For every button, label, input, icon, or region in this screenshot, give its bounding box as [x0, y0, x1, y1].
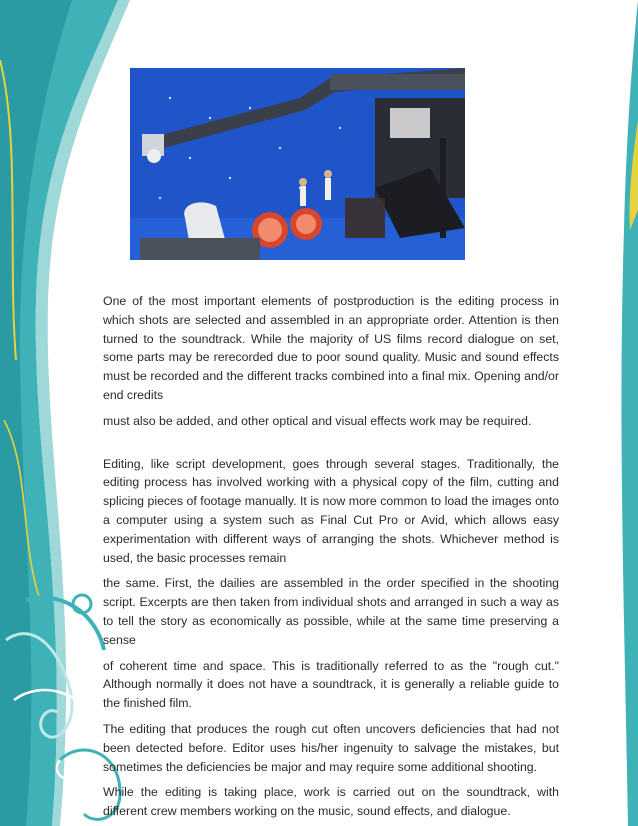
- paragraph-rough-cut: of coherent time and space. This is traditionally referred to as the "rough cut." Although normally it does not have a soundtrack, it is generally a reliable guide to the finished film.: [103, 658, 559, 711]
- paragraph-editing-stages: Editing, like script development, goes through several stages. Traditionally, the editing process has involved working with a physical copy of the film, cutting and splicing pieces of footage manually. It is now more common to load the images onto a computer using a system such as Final Cut Pro or Avid, which allows easy experimentation with different ways of arranging the shots. Whichever method is used, the basic processes remain: [103, 456, 559, 565]
- paragraph-dailies: the same. First, the dailies are assembled in the order specified in the shooting script. Excerpts are then taken from individual shots and arranged in such a way as to tell the story as economically as possible, while at the same time preserving a sense: [103, 576, 559, 647]
- right-decorative-stripe: [614, 0, 638, 826]
- paragraph-soundtrack: While the editing is taking place, work is carried out on the soundtrack, with different crew members working on the music, sound effects, and dialogue.: [103, 785, 559, 819]
- body-text: [103, 292, 559, 821]
- paragraph-postproduction-intro: One of the most important elements of postproduction is the editing process in which shots are selected and assembled in an appropriate order. Attention is then turned to the soundtrack. While the majority of US films record dialogue on set, some parts may be rerecorded due to poor sound quality. Music and sound effects must be recorded and the different tracks combined into a final mix. Opening and/or end credits: [103, 294, 559, 402]
- film-studio-photo: [130, 68, 465, 260]
- studio-photo-image: [130, 68, 465, 260]
- paragraph-optical-effects: must also be added, and other optical and visual effects work may be required.: [103, 413, 532, 428]
- paragraph-deficiencies: The editing that produces the rough cut often uncovers deficiencies that had not been detected before. Editor uses his/her ingenuity to salvage the mistakes, but sometimes the deficiencies be major and may require some additional shooting.: [103, 721, 559, 774]
